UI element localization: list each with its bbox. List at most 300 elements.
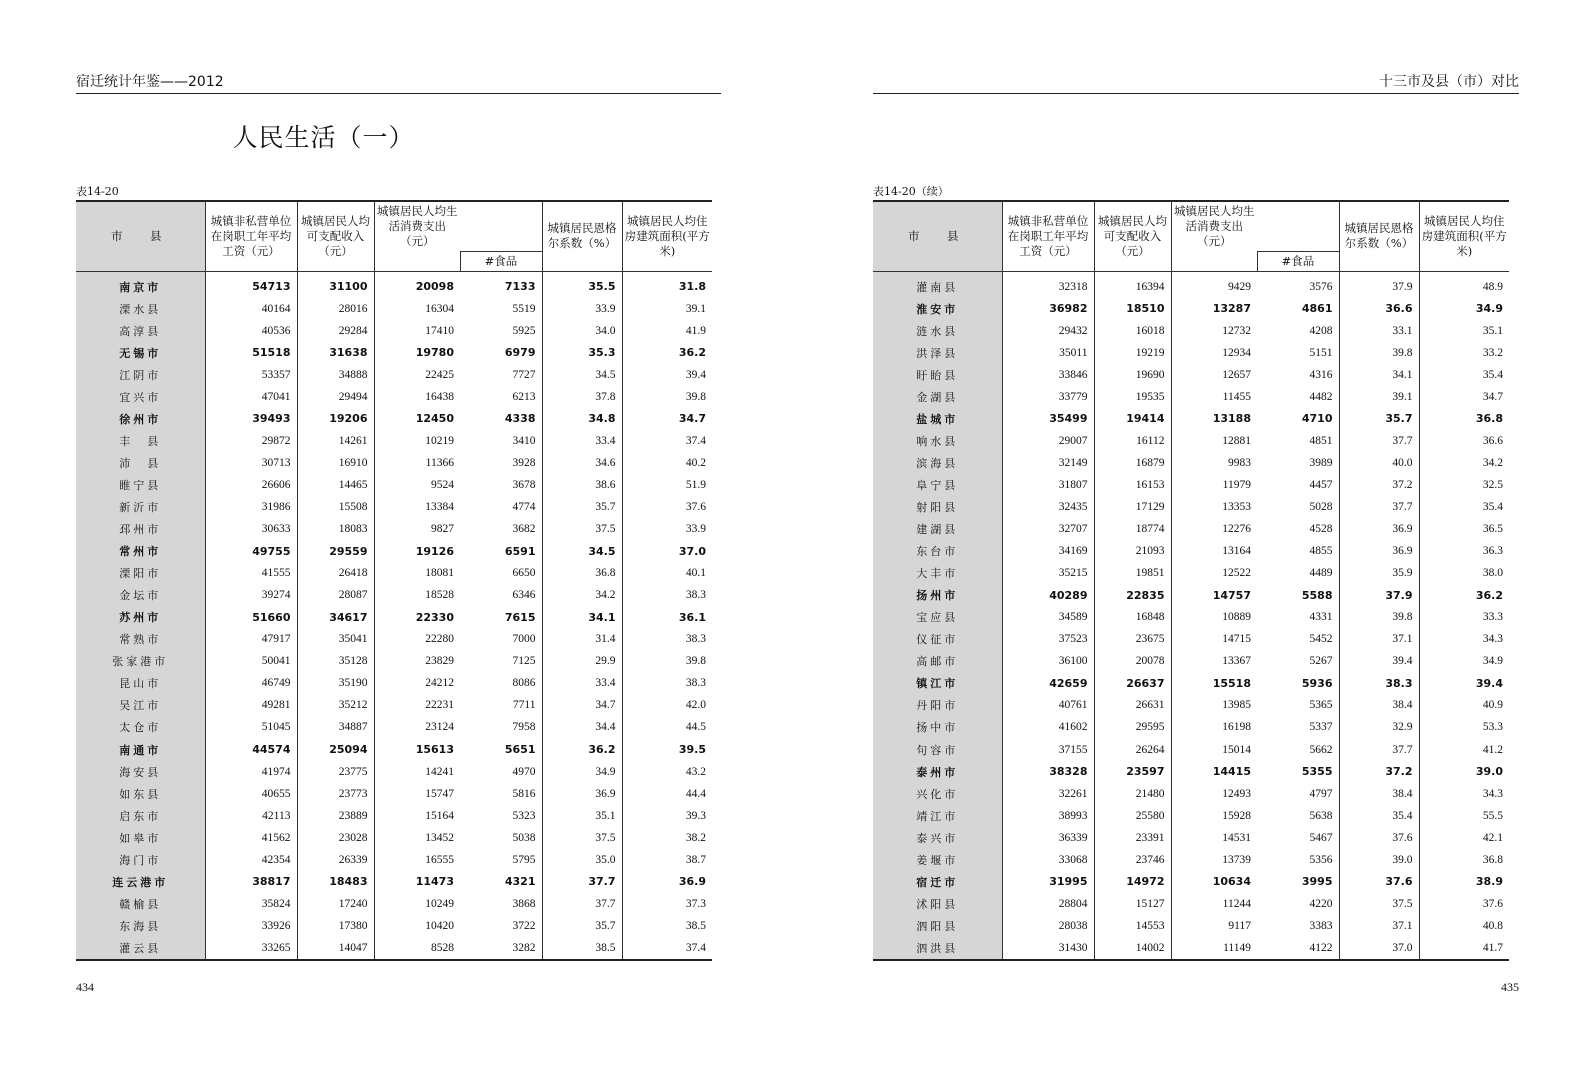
cell-housing: 40.9 (1482, 699, 1503, 712)
cell-food: 3678 (460, 474, 542, 496)
cell-engel: 37.6 (1339, 871, 1419, 893)
cell-wage: 30633 (205, 518, 297, 540)
cell-wage: 35499 (1002, 408, 1094, 430)
cell-engel: 37.7 (1339, 738, 1419, 760)
cell-engel: 37.5 (542, 827, 622, 849)
cell-income: 35128 (297, 650, 374, 672)
cell-spend: 10420 (425, 919, 454, 932)
cell-wage: 36339 (1002, 827, 1094, 849)
cell-housing: 34.2 (1482, 456, 1503, 469)
cell-spend: 23124 (425, 721, 454, 734)
cell-income: 15127 (1094, 893, 1171, 915)
cell-engel: 36.2 (542, 738, 622, 760)
cell-spend: 11366 (425, 456, 454, 469)
table-row (76, 672, 712, 694)
cell-engel: 35.7 (542, 496, 622, 518)
cell-name: 泗洪县 (873, 937, 1002, 960)
header-income: 城镇居民人均可支配收入（元） (1094, 201, 1171, 271)
table-row (873, 452, 1509, 474)
cell-wage: 33926 (205, 915, 297, 937)
table-row (76, 342, 712, 364)
table-row (873, 783, 1509, 805)
cell-name: 宿迁市 (873, 871, 1002, 893)
table-row (76, 606, 712, 628)
cell-wage: 28804 (1002, 893, 1094, 915)
cell-food: 5365 (1257, 694, 1339, 716)
cell-name: 吴江市 (76, 694, 205, 716)
cell-housing: 39.1 (685, 302, 706, 315)
cell-spend: 18528 (425, 589, 454, 602)
cell-income: 23775 (297, 761, 374, 783)
cell-housing: 42.0 (685, 699, 706, 712)
cell-wage: 34169 (1002, 540, 1094, 562)
cell-wage: 40289 (1002, 584, 1094, 606)
cell-food: 5519 (460, 298, 542, 320)
header-food: #食品 (460, 251, 542, 271)
cell-name: 句容市 (873, 738, 1002, 760)
cell-spend: 13985 (1222, 699, 1251, 712)
header-spend-blank (1257, 201, 1339, 251)
table-label-right: 表14-20（续） (873, 185, 949, 198)
cell-engel: 35.1 (542, 805, 622, 827)
table-row (76, 364, 712, 386)
cell-spend: 20098 (415, 280, 454, 294)
cell-engel: 35.4 (1339, 805, 1419, 827)
cell-income: 26418 (297, 562, 374, 584)
cell-income: 18483 (297, 871, 374, 893)
cell-engel: 34.1 (1339, 364, 1419, 386)
page-title: 人民生活（一） (232, 123, 415, 152)
cell-wage: 32149 (1002, 452, 1094, 474)
table-row (873, 937, 1509, 960)
cell-food: 4797 (1257, 783, 1339, 805)
table-row (76, 408, 712, 430)
cell-food: 6213 (460, 386, 542, 408)
cell-engel: 32.9 (1339, 716, 1419, 738)
cell-income: 18774 (1094, 518, 1171, 540)
cell-housing: 40.8 (1482, 919, 1503, 932)
table-row (873, 584, 1509, 606)
table-row (76, 827, 712, 849)
cell-income: 19219 (1094, 342, 1171, 364)
cell-food: 4321 (460, 871, 542, 893)
cell-food: 5267 (1257, 650, 1339, 672)
cell-housing: 36.6 (1482, 434, 1503, 447)
cell-wage: 29007 (1002, 430, 1094, 452)
cell-income: 29494 (297, 386, 374, 408)
cell-engel: 35.0 (542, 849, 622, 871)
cell-wage: 42659 (1002, 672, 1094, 694)
cell-food: 7727 (460, 364, 542, 386)
table-row (873, 650, 1509, 672)
table-row (873, 893, 1509, 915)
cell-housing: 33.2 (1482, 346, 1503, 359)
cell-spend: 22330 (415, 610, 454, 624)
table-row (873, 915, 1509, 937)
cell-name: 丰 县 (76, 430, 205, 452)
cell-spend: 22280 (425, 633, 454, 646)
statistics-table-right (873, 200, 1509, 961)
cell-income: 23597 (1094, 761, 1171, 783)
cell-name: 靖江市 (873, 805, 1002, 827)
cell-housing: 35.4 (1482, 368, 1503, 381)
header-housing: 城镇居民人均住房建筑面积(平方米) (1419, 201, 1509, 271)
cell-housing: 53.3 (1482, 721, 1503, 734)
table-row (76, 915, 712, 937)
cell-housing: 36.8 (1475, 412, 1503, 426)
cell-engel: 39.0 (1339, 849, 1419, 871)
cell-name: 泰州市 (873, 761, 1002, 783)
header-spend-total (1171, 251, 1257, 271)
header-spend-blank (460, 201, 542, 251)
cell-income: 14047 (297, 937, 374, 960)
cell-name: 南通市 (76, 738, 205, 760)
cell-name: 阜宁县 (873, 474, 1002, 496)
cell-engel: 37.7 (542, 893, 622, 915)
cell-housing: 39.5 (678, 743, 706, 756)
cell-engel: 34.7 (542, 694, 622, 716)
cell-housing: 39.4 (1475, 676, 1503, 690)
cell-engel: 39.8 (1339, 342, 1419, 364)
cell-spend: 14757 (1212, 588, 1251, 602)
table-row (873, 694, 1509, 716)
cell-income: 21093 (1094, 540, 1171, 562)
cell-spend: 13287 (1212, 302, 1251, 316)
cell-food: 3989 (1257, 452, 1339, 474)
cell-spend: 15518 (1212, 676, 1251, 690)
table-row (873, 386, 1509, 408)
cell-wage: 41602 (1002, 716, 1094, 738)
cell-spend: 19780 (415, 346, 454, 360)
cell-spend: 12276 (1222, 523, 1251, 536)
cell-income: 31638 (297, 342, 374, 364)
cell-food: 8086 (460, 672, 542, 694)
cell-engel: 34.9 (542, 761, 622, 783)
cell-food: 7958 (460, 716, 542, 738)
cell-wage: 41974 (205, 761, 297, 783)
table-row (76, 783, 712, 805)
cell-housing: 43.2 (685, 765, 706, 778)
cell-food: 4331 (1257, 606, 1339, 628)
cell-name: 盐城市 (873, 408, 1002, 430)
cell-income: 23028 (297, 827, 374, 849)
cell-name: 江阴市 (76, 364, 205, 386)
cell-food: 5795 (460, 849, 542, 871)
cell-engel: 31.4 (542, 628, 622, 650)
cell-housing: 36.2 (678, 346, 706, 360)
cell-wage: 33846 (1002, 364, 1094, 386)
cell-food: 4316 (1257, 364, 1339, 386)
cell-income: 17240 (297, 893, 374, 915)
cell-housing: 38.3 (685, 677, 706, 690)
cell-food: 4528 (1257, 518, 1339, 540)
cell-name: 睢宁县 (76, 474, 205, 496)
cell-engel: 33.1 (1339, 320, 1419, 342)
cell-housing: 44.5 (685, 721, 706, 734)
cell-housing: 36.3 (1482, 545, 1503, 558)
cell-name: 泰兴市 (873, 827, 1002, 849)
cell-engel: 34.0 (542, 320, 622, 342)
cell-housing: 37.0 (678, 544, 706, 558)
table-body-right (873, 271, 1509, 960)
cell-engel: 35.5 (542, 271, 622, 298)
cell-engel: 37.1 (1339, 628, 1419, 650)
cell-housing: 39.8 (685, 655, 706, 668)
cell-housing: 55.5 (1482, 809, 1503, 822)
cell-spend: 13367 (1222, 655, 1251, 668)
table-row (76, 518, 712, 540)
cell-housing: 37.3 (685, 897, 706, 910)
cell-wage: 51518 (205, 342, 297, 364)
cell-wage: 38328 (1002, 761, 1094, 783)
cell-spend: 9983 (1228, 456, 1251, 469)
cell-spend: 9827 (431, 523, 454, 536)
cell-housing: 35.1 (1482, 324, 1503, 337)
cell-income: 25094 (297, 738, 374, 760)
cell-engel: 38.4 (1339, 783, 1419, 805)
cell-income: 26339 (297, 849, 374, 871)
cell-engel: 35.7 (542, 915, 622, 937)
cell-spend: 12732 (1222, 324, 1251, 337)
cell-name: 镇江市 (873, 672, 1002, 694)
cell-income: 21480 (1094, 783, 1171, 805)
cell-wage: 46749 (205, 672, 297, 694)
cell-income: 20078 (1094, 650, 1171, 672)
cell-spend: 23829 (425, 655, 454, 668)
cell-income: 29595 (1094, 716, 1171, 738)
cell-wage: 42354 (205, 849, 297, 871)
cell-name: 泗阳县 (873, 915, 1002, 937)
cell-housing: 38.0 (1482, 567, 1503, 580)
table-row (873, 320, 1509, 342)
cell-engel: 37.7 (1339, 496, 1419, 518)
table-row (873, 606, 1509, 628)
table-row (873, 716, 1509, 738)
cell-housing: 38.5 (685, 919, 706, 932)
cell-food: 6346 (460, 584, 542, 606)
cell-engel: 37.7 (542, 871, 622, 893)
header-spend-total (374, 251, 460, 271)
cell-income: 16910 (297, 452, 374, 474)
right-page (873, 0, 1519, 1077)
table-row (873, 342, 1509, 364)
cell-wage: 28038 (1002, 915, 1094, 937)
cell-income: 14002 (1094, 937, 1171, 960)
cell-name: 大丰市 (873, 562, 1002, 584)
cell-housing: 38.3 (685, 589, 706, 602)
cell-wage: 34589 (1002, 606, 1094, 628)
cell-income: 35190 (297, 672, 374, 694)
cell-food: 4851 (1257, 430, 1339, 452)
cell-wage: 44574 (205, 738, 297, 760)
cell-name: 邳州市 (76, 518, 205, 540)
cell-spend: 13164 (1222, 545, 1251, 558)
cell-food: 3282 (460, 937, 542, 960)
cell-wage: 33779 (1002, 386, 1094, 408)
cell-housing: 34.7 (1482, 390, 1503, 403)
left-page (76, 0, 721, 1077)
cell-income: 23391 (1094, 827, 1171, 849)
cell-income: 35212 (297, 694, 374, 716)
table-row (76, 650, 712, 672)
cell-wage: 35011 (1002, 342, 1094, 364)
cell-housing: 33.3 (1482, 611, 1503, 624)
cell-spend: 16304 (425, 302, 454, 315)
cell-engel: 37.6 (1339, 827, 1419, 849)
cell-wage: 40536 (205, 320, 297, 342)
cell-engel: 34.8 (542, 408, 622, 430)
cell-spend: 10249 (425, 897, 454, 910)
cell-food: 5816 (460, 783, 542, 805)
cell-name: 扬中市 (873, 716, 1002, 738)
cell-wage: 50041 (205, 650, 297, 672)
cell-spend: 12934 (1222, 346, 1251, 359)
table-row (873, 562, 1509, 584)
table-row (873, 540, 1509, 562)
cell-spend: 13188 (1212, 412, 1251, 426)
cell-housing: 39.3 (685, 809, 706, 822)
cell-spend: 15613 (415, 743, 454, 756)
table-row (76, 849, 712, 871)
cell-food: 3995 (1257, 871, 1339, 893)
cell-spend: 24212 (425, 677, 454, 690)
cell-name: 太仓市 (76, 716, 205, 738)
cell-spend: 16555 (425, 853, 454, 866)
cell-wage: 31807 (1002, 474, 1094, 496)
cell-spend: 13353 (1222, 500, 1251, 513)
cell-engel: 33.4 (542, 430, 622, 452)
running-head-right: 十三市及县（市）对比 (873, 73, 1519, 94)
header-spend: 城镇居民人均生活消费支出（元） (1171, 201, 1257, 251)
cell-income: 16018 (1094, 320, 1171, 342)
cell-engel: 38.4 (1339, 694, 1419, 716)
cell-food: 4208 (1257, 320, 1339, 342)
cell-food: 3383 (1257, 915, 1339, 937)
cell-housing: 42.1 (1482, 831, 1503, 844)
cell-name: 姜堰市 (873, 849, 1002, 871)
table-row (873, 364, 1509, 386)
cell-housing: 39.8 (685, 390, 706, 403)
cell-spend: 10889 (1222, 611, 1251, 624)
cell-engel: 37.2 (1339, 761, 1419, 783)
cell-engel: 35.7 (1339, 408, 1419, 430)
cell-food: 3576 (1257, 271, 1339, 298)
cell-food: 7000 (460, 628, 542, 650)
cell-food: 6979 (460, 342, 542, 364)
cell-spend: 15747 (425, 787, 454, 800)
cell-name: 新沂市 (76, 496, 205, 518)
cell-wage: 26606 (205, 474, 297, 496)
cell-food: 3868 (460, 893, 542, 915)
cell-engel: 37.5 (1339, 893, 1419, 915)
cell-food: 3722 (460, 915, 542, 937)
table-row (873, 871, 1509, 893)
cell-wage: 32435 (1002, 496, 1094, 518)
running-head-left: 宿迁统计年鉴——2012 (76, 73, 721, 94)
cell-engel: 39.4 (1339, 650, 1419, 672)
table-row (76, 320, 712, 342)
cell-wage: 47041 (205, 386, 297, 408)
cell-name: 扬州市 (873, 584, 1002, 606)
cell-income: 14261 (297, 430, 374, 452)
header-wage: 城镇非私营单位在岗职工年平均工资（元） (1002, 201, 1094, 271)
cell-engel: 35.3 (542, 342, 622, 364)
cell-wage: 32261 (1002, 783, 1094, 805)
cell-spend: 12450 (415, 412, 454, 426)
cell-engel: 37.8 (542, 386, 622, 408)
table-row (873, 408, 1509, 430)
cell-name: 灌南县 (873, 271, 1002, 298)
cell-engel: 34.6 (542, 452, 622, 474)
cell-wage: 40164 (205, 298, 297, 320)
cell-income: 26631 (1094, 694, 1171, 716)
cell-income: 19690 (1094, 364, 1171, 386)
cell-name: 如东县 (76, 783, 205, 805)
table-row (76, 694, 712, 716)
cell-food: 4861 (1257, 298, 1339, 320)
cell-housing: 39.0 (1475, 765, 1503, 779)
cell-wage: 42113 (205, 805, 297, 827)
table-row (76, 562, 712, 584)
cell-spend: 9524 (431, 478, 454, 491)
cell-name: 如皋市 (76, 827, 205, 849)
table-row (873, 518, 1509, 540)
cell-income: 14972 (1094, 871, 1171, 893)
cell-food: 4338 (460, 408, 542, 430)
cell-name: 海安县 (76, 761, 205, 783)
cell-food: 3682 (460, 518, 542, 540)
cell-wage: 30713 (205, 452, 297, 474)
cell-spend: 15164 (425, 809, 454, 822)
table-row (76, 474, 712, 496)
cell-housing: 37.6 (1482, 897, 1503, 910)
cell-spend: 12881 (1222, 434, 1251, 447)
cell-income: 28087 (297, 584, 374, 606)
cell-income: 19851 (1094, 562, 1171, 584)
cell-income: 16112 (1094, 430, 1171, 452)
cell-income: 35041 (297, 628, 374, 650)
cell-food: 5936 (1257, 672, 1339, 694)
cell-engel: 37.9 (1339, 271, 1419, 298)
cell-wage: 29872 (205, 430, 297, 452)
cell-income: 23746 (1094, 849, 1171, 871)
cell-housing: 36.5 (1482, 523, 1503, 536)
cell-name: 洪泽县 (873, 342, 1002, 364)
cell-housing: 38.9 (1475, 875, 1503, 889)
cell-wage: 36982 (1002, 298, 1094, 320)
cell-name: 灌云县 (76, 937, 205, 960)
table-row (76, 430, 712, 452)
cell-spend: 22231 (425, 699, 454, 712)
cell-food: 5588 (1257, 584, 1339, 606)
header-housing: 城镇居民人均住房建筑面积(平方米) (622, 201, 712, 271)
cell-name: 启东市 (76, 805, 205, 827)
cell-wage: 33265 (205, 937, 297, 960)
cell-engel: 36.9 (1339, 518, 1419, 540)
cell-engel: 36.8 (542, 562, 622, 584)
cell-housing: 32.5 (1482, 478, 1503, 491)
cell-engel: 39.8 (1339, 606, 1419, 628)
cell-food: 3410 (460, 430, 542, 452)
cell-housing: 51.9 (685, 478, 706, 491)
cell-food: 4220 (1257, 893, 1339, 915)
cell-food: 5151 (1257, 342, 1339, 364)
cell-spend: 19126 (415, 544, 454, 558)
table-row (76, 716, 712, 738)
cell-housing: 40.2 (685, 456, 706, 469)
table-row (76, 584, 712, 606)
cell-wage: 51660 (205, 606, 297, 628)
